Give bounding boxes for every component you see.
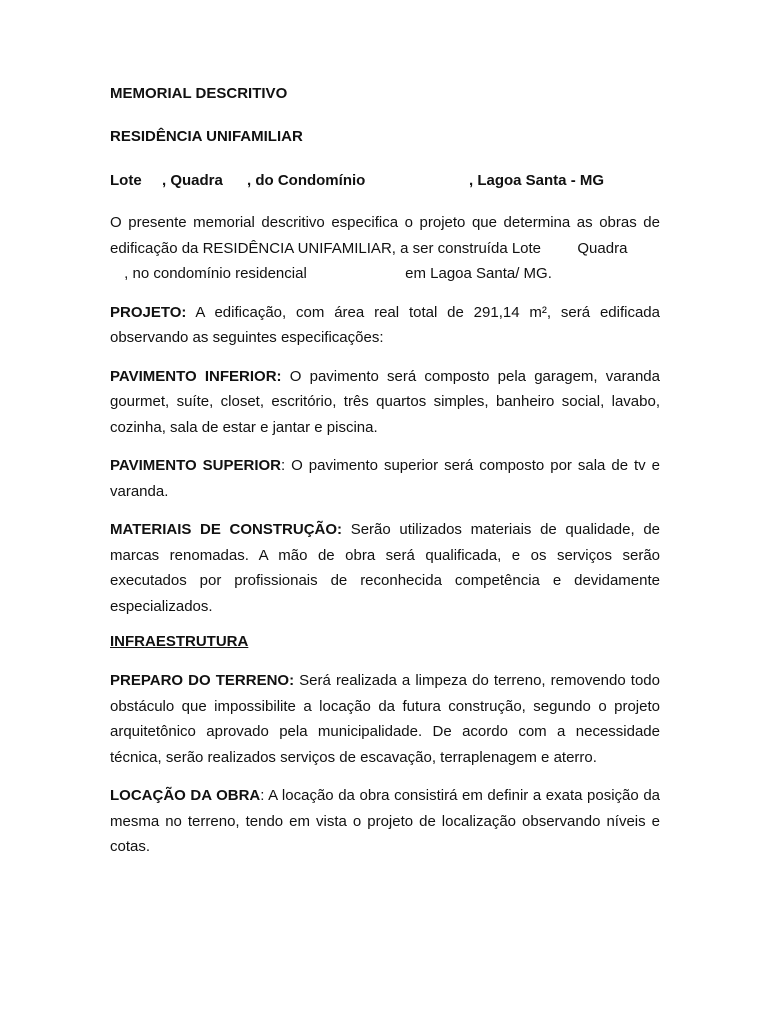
cidade-label: , Lagoa Santa - MG: [469, 172, 605, 189]
pavimento-inferior-paragraph: [110, 364, 660, 441]
preparo-lead: PREPARO DO TERRENO:: [110, 672, 295, 689]
pavimento-inferior-lead: PAVIMENTO INFERIOR:: [110, 367, 282, 385]
preparo-paragraph: [110, 668, 660, 770]
preparo-text: Será realizada a limpeza do terreno, removendo todo obstáculo que impossibilite a locação da futura construção, segundo o projeto arquitetônico aprovado pela municipalidade. De acordo com a necessidade técnica, serão realizados serviços de escavação, terraplenagem e aterro.: [110, 672, 660, 766]
locacao-paragraph: [110, 783, 660, 860]
materiais-paragraph: [110, 517, 660, 619]
lote-line: [110, 171, 660, 191]
pavimento-superior-lead: PAVIMENTO SUPERIOR: [110, 457, 281, 474]
projeto-lead: PROJETO:: [110, 303, 187, 321]
document-subtitle: RESIDÊNCIA UNIFAMILIAR: [110, 128, 303, 145]
pavimento-superior-text: : O pavimento superior será composto por sala de tv e varanda.: [110, 457, 660, 500]
intro-part3: , no condomínio residencial: [124, 265, 307, 282]
intro-part2: Quadra: [577, 239, 628, 257]
condominio-label: , do Condomínio: [247, 172, 366, 189]
intro-part1: O presente memorial descritivo especifica o projeto que determina as obras de edificação da RESIDÊNCIA UNIFAMILIAR, a ser construída Lote: [110, 214, 660, 257]
lote-label: Lote: [110, 172, 142, 189]
materiais-text: Serão utilizados materiais de qualidade, de marcas renomadas. A mão de obra será qualificada, e os serviços serão executados por profissionais de reconhecida competência e devidamente especializados.: [110, 521, 661, 615]
pavimento-inferior-text: O pavimento será composto pela garagem, varanda gourmet, suíte, closet, escritório, três quartos simples, banheiro social, lavabo, cozinha, sala de estar e jantar e piscina.: [110, 367, 660, 436]
locacao-lead: LOCAÇÃO DA OBRA: [110, 787, 261, 804]
document-page: [110, 84, 660, 873]
infraestrutura-heading: INFRAESTRUTURA: [110, 633, 249, 650]
intro-part4: em Lagoa Santa/ MG.: [405, 265, 552, 282]
materiais-lead: MATERIAIS DE CONSTRUÇÃO:: [110, 521, 343, 538]
projeto-text: A edificação, com área real total de 291,14 m², será edificada observando as seguintes especificações:: [110, 303, 660, 346]
document-title: MEMORIAL DESCRITIVO: [110, 85, 288, 102]
intro-paragraph: [110, 210, 660, 287]
locacao-text: : A locação da obra consistirá em definir a exata posição da mesma no terreno, tendo em vista o projeto de localização observando níveis e cotas.: [110, 787, 660, 855]
quadra-label: , Quadra: [162, 172, 223, 189]
pavimento-superior-paragraph: [110, 453, 660, 504]
projeto-paragraph: [110, 300, 660, 351]
